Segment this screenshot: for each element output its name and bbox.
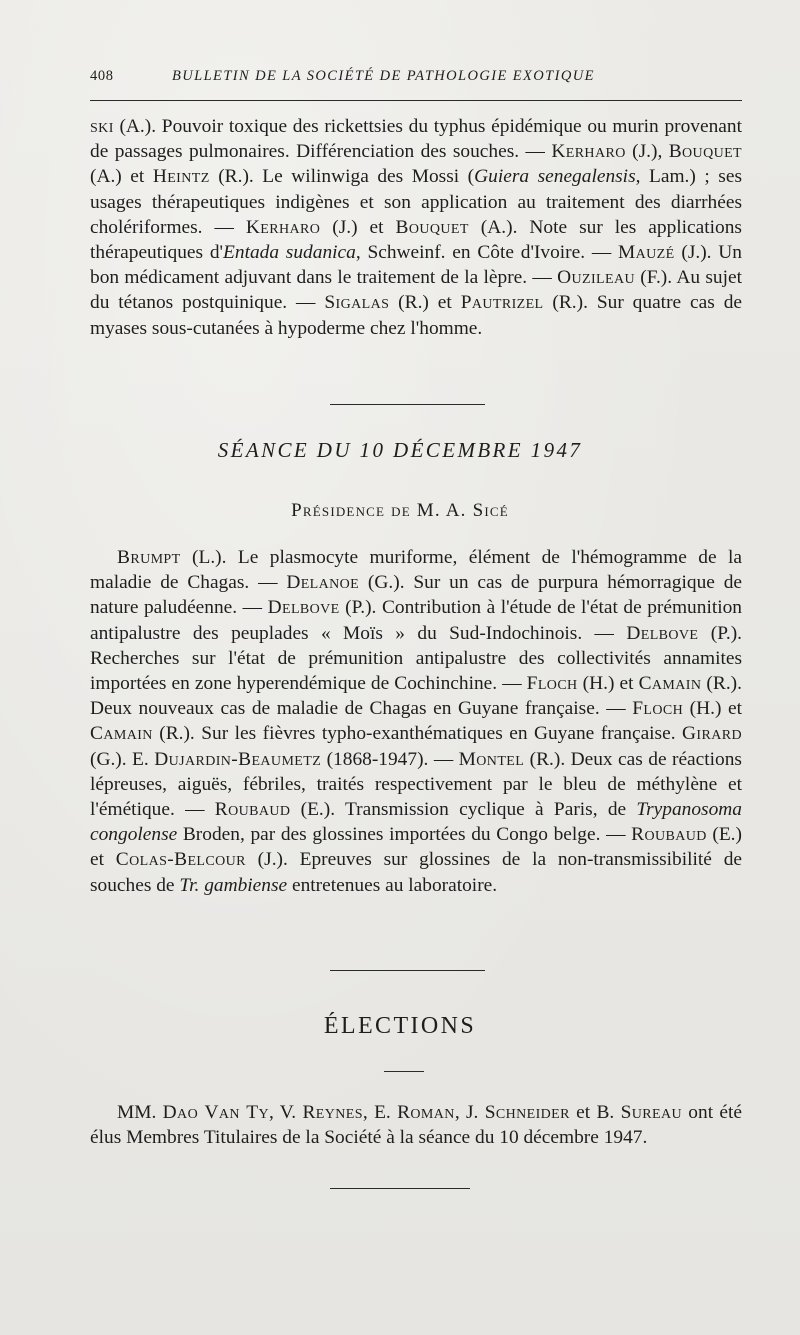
section-divider xyxy=(330,970,485,971)
paragraph-session-communications: Brumpt (L.). Le plasmocyte muriforme, élément de l'hémogramme de la maladie de Chagas. — Delanoe (G.). Sur un cas de purpura hémorragique de nature paludéenne. — Delbove (P.). Contribution à l'étude de l'état de prémunition antipalustre des peuplades « Moïs » du Sud-Indochinois. — Delbove (P.). Recherches sur l'état de prémunition antipalustre des collectivités annamites importées en zone hyperendémique de Cochinchine. — Floch (H.) et Camain (R.). Deux nouveaux cas de maladie de Chagas en Guyane française. — Floch (H.) et Camain (R.). Sur les fièvres typho-exanthématiques en Guyane française. Girard (G.). E. Dujardin-Beaumetz (1868-1947). — Montel (R.). Deux cas de réactions lépreuses, aiguës, fébriles, traités respectivement par le bleu de méthylène et l'émétique. — Roubaud (E.). Transmission cyclique à Paris, de Trypanosoma congolense Broden, par des glossines importées du Congo belge. — Roubaud (E.) et Colas-Belcour (J.). Epreuves sur glossines de la non-transmissibilité de souches de Tr. gambiense entretenues au laboratoire. xyxy=(90,547,742,896)
header-rule xyxy=(90,100,742,101)
title-underline xyxy=(384,1071,424,1072)
session-presidency: Présidence de M. A. Sicé xyxy=(291,500,509,521)
paragraph-communications-continued: ski (A.). Pouvoir toxique des rickettsies du typhus épidémique ou murin provenant de passages pulmonaires. Différenciation des souches. — Kerharo (J.), Bouquet (A.) et Heintz (R.). Le wilinwiga des Mossi (Guiera senegalensis, Lam.) ; ses usages thérapeutiques indigènes et son application au traitement des diarrhées cholériformes. — Kerharo (J.) et Bouquet (A.). Note sur les applications thérapeutiques d'Entada sudanica, Schweinf. en Côte d'Ivoire. — Mauzé (J.). Un bon médicament adjuvant dans le traitement de la lèpre. — Ouzileau (F.). Au sujet du tétanos postquinique. — Sigalas (R.) et Pautrizel (R.). Sur quatre cas de myases sous-cutanées à hypoderme chez l'homme. xyxy=(90,116,743,339)
session-title: SÉANCE DU 10 DÉCEMBRE 1947 xyxy=(217,438,583,462)
running-title: BULLETIN DE LA SOCIÉTÉ DE PATHOLOGIE EXOTIQUE xyxy=(172,68,595,84)
paragraph-elections: MM. Dao Van Ty, V. Reynes, E. Roman, J. Schneider et B. Sureau ont été élus Membres Titulaires de la Société à la séance du 10 décembre 1947. xyxy=(90,1102,742,1149)
page-number: 408 xyxy=(90,68,114,84)
elections-title: ÉLECTIONS xyxy=(323,1013,477,1039)
section-divider xyxy=(330,404,485,405)
closing-divider xyxy=(330,1188,470,1189)
